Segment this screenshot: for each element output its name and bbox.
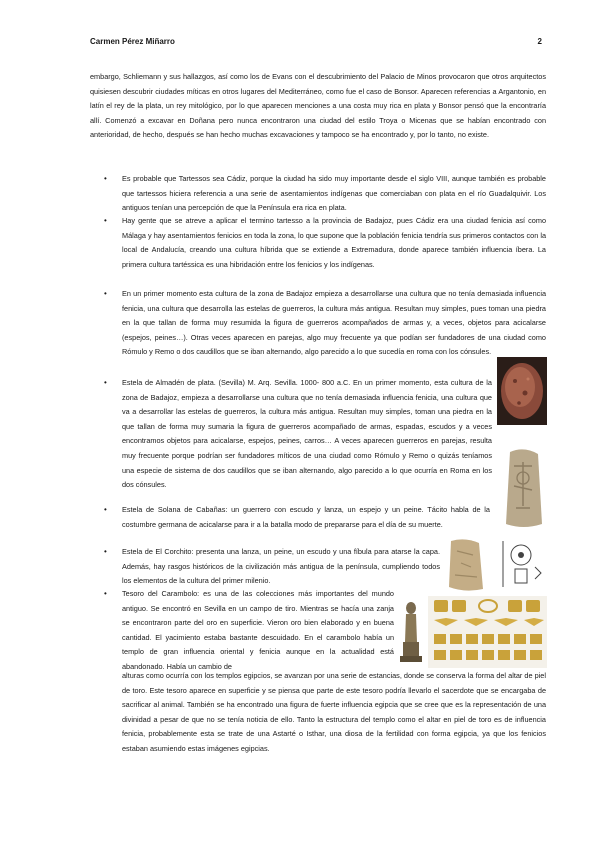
bullet-marker: • <box>104 378 107 387</box>
bullet-paragraph-almaden: Estela de Almadén de plata. (Sevilla) M. Arq. Sevilla. 1000- 800 a.C. En un primer momento, esta cultura de la zona de Badajoz, empieza a desarrollarse una cultura que no tenía demasiada influencia fenicia, una cultura que va a desarrollar las estelas de guerreros, la cultura más antigua. Resultan muy simples, toman una piedra en la que tallan de forma muy sumaria la figura de guerreros acompañado de armas, espadas, escudos y a veces encontramos objetos para acicalarse, espejos, peines, carros… A veces aparecen guerreros en parejas, resulta muy frecuente porque podrían ser fundadores míticos de una ciudad como Rómulo y Remo o quizás teníamos una especie de sistema de dos caudillos que se iban alternando, algo parecido a lo que ocurría en Roma en los dos cónsules. <box>122 378 492 490</box>
paragraph-carambolo-continuation: alturas como ocurría con los templos egipcios, se avanzan por una serie de estancias, donde se conserva la forma del altar de piel de toro. Este tesoro aparece en superficie y se piensa que parte de este tesoro podría llevarlo el sacerdote que se encargaba de sacrificar al animal. También se ha encontrado una figura de fuerte influencia egipcia que se cree que es la representación de una divinidad a pesar de que no se tenía noticia de ello. Tanto la estructura del templo como el altar en piel de toro es de influencia fenicia, probablemente esta se trate de una Astarté o Isthar, una diosa de la fertilidad con forma egipcia, ya que los fenicios estaban asumiendo estas imágenes egipcias. <box>122 671 546 753</box>
bullet-paragraph-cadiz: Es probable que Tartessos sea Cádiz, porque la ciudad ha sido muy importante desde el siglo VIII, aunque también es probable que tartessos hiciera referencia a una serie de asentamientos indígenas que comerciaban con plata en el río Guadalquivir. Los antiguos tenían una percepción de que la Península era rica en plata. <box>122 174 546 213</box>
paragraph-continuation: embargo, Schliemann y sus hallazgos, así como los de Evans con el descubrimiento del Palacio de Minos provocaron que otros arquitectos quisiesen descubrir ciudades míticas en otros lugares del Mediterráneo, como fue el caso de Bonsor. Aparecen referencias a Argantonio, en latín el rey de la plata, un rey mitológico, por lo que aparecen menciones a una costa muy rica en plata y Bonsor pensó que la encontraría allí. Comenzó a excavar en Doñana pero nunca encontraron una ciudad del estilo Troya o Micenas que se habían encontrado con anterioridad, de hecho, después se han hecho muchas excavaciones y tampoco se ha encontrado y, por lo tanto, no existe. <box>90 72 546 140</box>
document-author: Carmen Pérez Miñarro <box>90 37 175 46</box>
bullet-marker: • <box>104 547 107 556</box>
bullet-marker: • <box>104 505 107 514</box>
bullet-marker: • <box>104 174 107 183</box>
bullet-paragraph-estelas: En un primer momento esta cultura de la zona de Badajoz empieza a desarrollarse una cultura que no tenía demasiada influencia fenicia, una cultura que desarrolla las estelas de guerreros, la cultura más antigua. Resultan muy simples, pues toman una piedra en la que tallan de forma muy resumida la figura de guerreros acompañados de armas y, a veces, objetos para acicalarse (espejos, peines…). Otras veces aparecen en parejas, algo muy frecuente ya que podían ser fundadores de una ciudad como Rómulo y Remo o dos caudillos que se iban alternando, algo parecido a lo que sucedía en roma con los cónsules. <box>122 289 546 357</box>
drawing-estela-corchito <box>495 535 547 593</box>
photo-estela-solana <box>500 446 546 530</box>
bullet-marker: • <box>104 289 107 298</box>
bullet-paragraph-carambolo: Tesoro del Carambolo: es una de las colecciones más importantes del mundo antiguo. Se encontró en Sevilla en un campo de tiro. Mientras se hacía una zanja se encontraron parte del oro en superficie. Vieron oro bien elaborado y en buena cantidad. El yacimiento estaba bastante descuidado. En el carambolo había un templo de gran influencia oriental y fenicia aunque en la actualidad está abandonado. Había un cambio de <box>122 589 394 671</box>
bullet-paragraph-badajoz: Hay gente que se atreve a aplicar el termino tartesso a la provincia de Badajoz, pues Cádiz era una ciudad fenicia así como Málaga y hay asentamientos fenicios en toda la zona, lo que supone que la población fenicia tendría sus primeros contactos con la local de Andalucía, creando una cultura híbrida que se extiende a Extremadura, donde aparece también influencia íbera. La primera cultura tartéssica es una hibridación entre los fenicios y los indígenas. <box>122 216 546 269</box>
photo-estela-corchito <box>443 537 489 593</box>
bullet-paragraph-corchito: Estela de El Corchito: presenta una lanza, un peine, un escudo y una fíbula para atarse la capa. Además, hay rasgos históricos de la civilización más antigua de la península, cumpliendo todos los elementos de la cultura del primer milenio. <box>122 547 440 586</box>
bullet-paragraph-solana: Estela de Solana de Cabañas: un guerrero con escudo y lanza, un espejo y un peine. Tácito habla de la costumbre germana de acicalarse para ir a la batalla modo de prepararse para el día de su muerte. <box>122 505 490 529</box>
bullet-marker: • <box>104 216 107 225</box>
page-number: 2 <box>537 37 542 46</box>
photo-estela-almaden <box>497 357 547 425</box>
photo-tesoro-carambolo <box>428 596 547 668</box>
photo-figura-astarte <box>397 598 425 666</box>
bullet-marker: • <box>104 589 107 598</box>
